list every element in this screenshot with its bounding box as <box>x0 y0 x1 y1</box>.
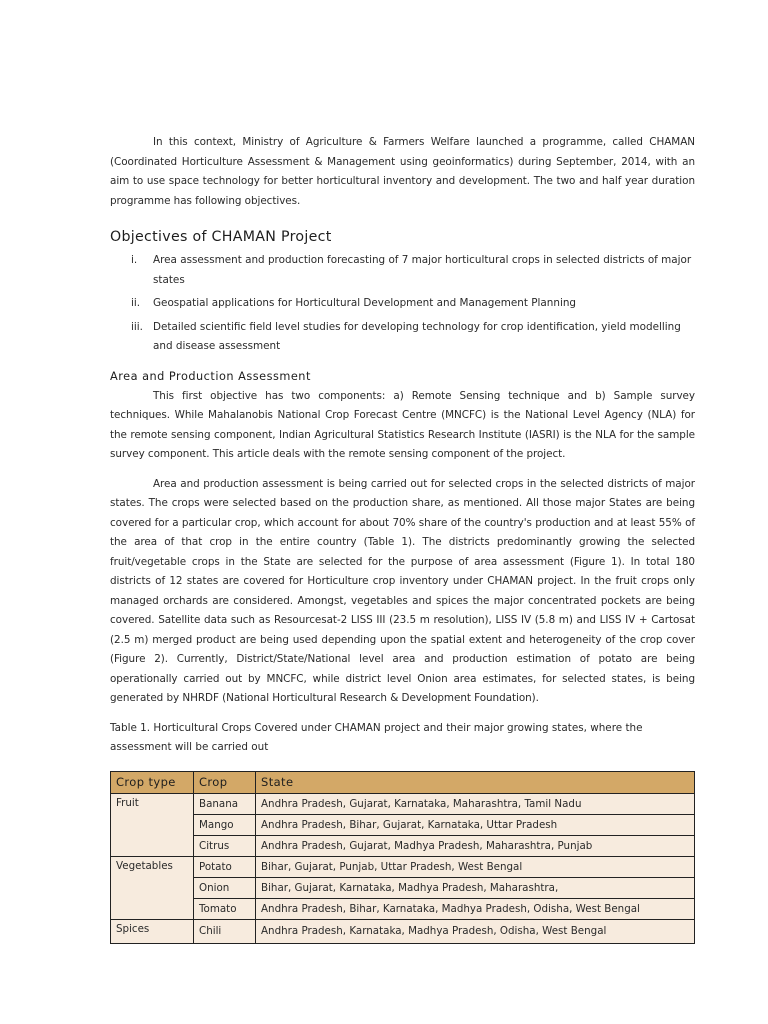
state-cell: Bihar, Gujarat, Punjab, Uttar Pradesh, West Bengal <box>256 856 695 877</box>
header-state: State <box>256 771 695 793</box>
state-cell: Andhra Pradesh, Bihar, Karnataka, Madhya Pradesh, Odisha, West Bengal <box>256 898 695 919</box>
objective-item <box>110 251 695 290</box>
objective-item <box>110 294 695 314</box>
document-page <box>110 133 695 944</box>
crop-cell: Banana <box>194 793 256 814</box>
crop-type-cell: Spices <box>111 919 194 943</box>
paragraph-assessment: Area and production assessment is being carried out for selected crops in the selected districts of major states. The crops were selected based on the production share, as mentioned. All those major States are being covered for a particular crop, which account for about 70% share of the country's production and at least 55% of the area of that crop in the entire country (Table 1). The districts predominantly growing the selected fruit/vegetable crops in the State are selected for the purpose of area assessment (Figure 1). In total 180 districts of 12 states are covered for Horticulture crop inventory under CHAMAN project. In the fruit crops only managed orchards are considered. Amongst, vegetables and spices the major concentrated pockets are being covered. Satellite data such as Resourcesat-2 LISS III (23.5 m resolution), LISS IV (5.8 m) and LISS IV + Cartosat (2.5 m) merged product are being used depending upon the spatial extent and heterogeneity of the crop cover (Figure 2). Currently, District/State/National level area and production estimation of potato are being operationally carried out by MNCFC, while district level Onion area estimates, for selected states, is being generated by NHRDF (National Horticultural Research & Development Foundation). <box>110 477 695 704</box>
crop-cell: Mango <box>194 814 256 835</box>
objective-text: Detailed scientific field level studies for developing technology for crop identification, yield modelling and disease assessment <box>153 320 681 352</box>
crops-table <box>110 771 695 944</box>
objective-number: ii. <box>131 297 141 309</box>
state-cell: Andhra Pradesh, Bihar, Gujarat, Karnataka, Uttar Pradesh <box>256 814 695 835</box>
header-crop-type: Crop type <box>111 771 194 793</box>
table-row <box>111 856 695 877</box>
crop-cell: Tomato <box>194 898 256 919</box>
objective-number: iii. <box>131 320 143 333</box>
intro-paragraph: In this context, Ministry of Agriculture & Farmers Welfare launched a programme, called CHAMAN (Coordinated Horticulture Assessment & Management using geoinformatics) during September, 2014, with an aim to use space technology for better horticultural inventory and development. The two and half year duration programme has following objectives. <box>110 136 695 207</box>
objective-item <box>110 318 695 357</box>
state-cell: Andhra Pradesh, Gujarat, Madhya Pradesh, Maharashtra, Punjab <box>256 835 695 856</box>
table-row <box>111 919 695 943</box>
state-cell: Andhra Pradesh, Karnataka, Madhya Pradesh, Odisha, West Bengal <box>256 919 695 943</box>
crop-cell: Onion <box>194 877 256 898</box>
crop-cell: Chili <box>194 919 256 943</box>
objective-number: i. <box>131 254 138 266</box>
state-cell: Bihar, Gujarat, Karnataka, Madhya Pradesh, Maharashtra, <box>256 877 695 898</box>
table-row <box>111 814 695 835</box>
header-crop: Crop <box>194 771 256 793</box>
table-header-row <box>111 771 695 793</box>
objectives-heading: Objectives of CHAMAN Project <box>110 229 332 245</box>
state-cell: Andhra Pradesh, Gujarat, Karnataka, Maharashtra, Tamil Nadu <box>256 793 695 814</box>
crop-type-cell: Vegetables <box>111 856 194 919</box>
table-row <box>111 877 695 898</box>
objective-text: Geospatial applications for Horticultural Development and Management Planning <box>153 297 577 309</box>
objective-text: Area assessment and production forecasting of 7 major horticultural crops in selected districts of major states <box>153 254 692 286</box>
table-caption: Table 1. Horticultural Crops Covered under CHAMAN project and their major growing states, where the assessment will be carried out <box>110 721 643 753</box>
paragraph-components: This first objective has two components: a) Remote Sensing technique and b) Sample survey techniques. While Mahalanobis National Crop Forecast Centre (MNCFC) is the National Level Agency (NLA) for the remote sensing component, Indian Agricultural Statistics Research Institute (IASRI) is the NLA for the sample survey component. This article deals with the remote sensing component of the project. <box>110 389 695 460</box>
table-row <box>111 898 695 919</box>
crop-cell: Potato <box>194 856 256 877</box>
table-row <box>111 835 695 856</box>
crop-cell: Citrus <box>194 835 256 856</box>
table-row <box>111 793 695 814</box>
crop-type-cell: Fruit <box>111 793 194 856</box>
objectives-list <box>110 251 695 357</box>
section-subheading: Area and Production Assessment <box>110 369 311 383</box>
